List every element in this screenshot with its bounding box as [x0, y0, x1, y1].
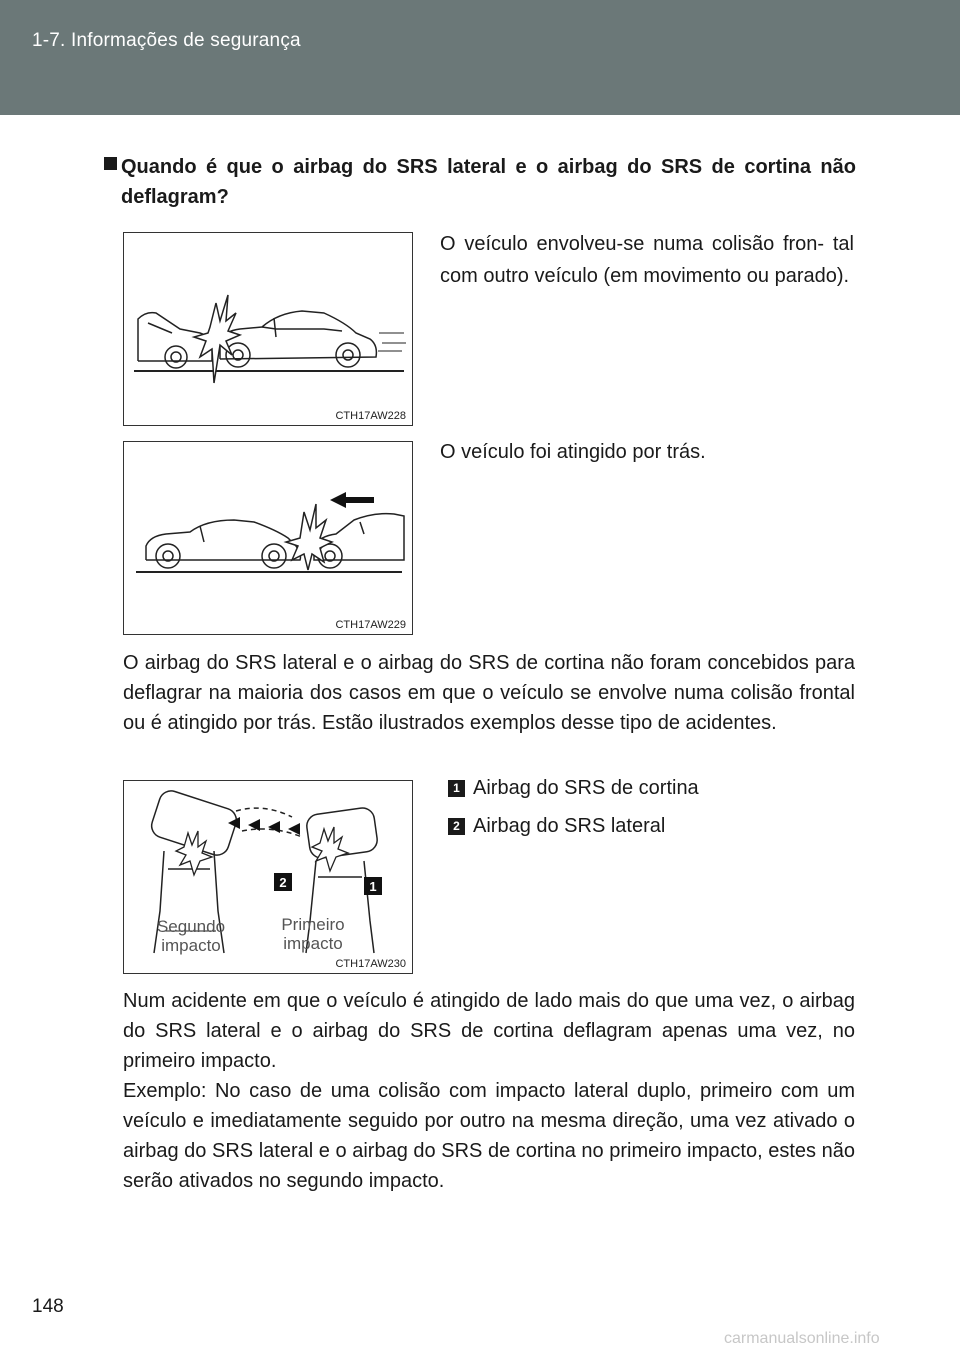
figure-double-side-impact	[123, 780, 413, 974]
figure-code: CTH17AW228	[335, 410, 406, 422]
square-bullet-icon	[104, 157, 117, 170]
question-heading	[104, 152, 856, 212]
figure-rear-collision	[123, 441, 413, 635]
impact-burst-icon	[312, 827, 348, 871]
figure-1-description: O veículo envolveu-se numa colisão fron- tal com outro veículo (em movimento ou parado).	[440, 233, 854, 287]
paragraph-2: Num acidente em que o veículo é atingido de lado mais do que uma vez, o airbag do SRS lateral e o airbag do SRS de cortina deflagram apenas uma vez, no primeiro impacto.	[123, 990, 855, 1072]
figure-code: CTH17AW229	[335, 619, 406, 631]
number-badge-1: 1	[448, 780, 465, 797]
heading-text: Quando é que o airbag do SRS lateral e o airbag do SRS de cortina não deflagram?	[121, 156, 856, 208]
callout-badge-2	[274, 873, 292, 891]
paragraph-1: O airbag do SRS lateral e o airbag do SRS de cortina não foram concebidos para deflagrar na maioria dos casos em que o veículo se envolve numa colisão frontal ou é atingido por trás. Estão ilustrados exemplos desse tipo de acidentes.	[123, 652, 855, 734]
figure-frontal-collision	[123, 232, 413, 426]
paragraph-3: Exemplo: No caso de uma colisão com impacto lateral duplo, primeiro com um veículo e imediatamente seguido por outro na mesma direção, uma vez ativado o airbag do SRS lateral e o airbag do SRS de cortina no primeiro impacto, estes não serão ativados no segundo impacto.	[123, 1080, 855, 1192]
legend-label: Airbag do SRS lateral	[473, 815, 666, 837]
legend-item-1	[448, 775, 699, 801]
callout-badge-1	[364, 877, 382, 895]
rear-collision-illustration	[124, 442, 414, 636]
impact-burst-icon	[194, 295, 240, 383]
legend-item-2	[448, 813, 665, 839]
first-impact-label: Primeiro impacto	[281, 915, 345, 953]
watermark: carmanualsonline.info	[724, 1330, 880, 1347]
figure-2-description: O veículo foi atingido por trás.	[440, 441, 706, 463]
arrow-left-icon	[330, 492, 374, 508]
page-header	[0, 0, 960, 115]
svg-text:1: 1	[369, 879, 377, 894]
arrow-left-icon	[268, 821, 280, 833]
page-number: 148	[32, 1296, 64, 1317]
frontal-collision-illustration	[124, 233, 414, 427]
second-impact-label: Segundo impacto	[156, 917, 226, 955]
figure-code: CTH17AW230	[335, 958, 406, 970]
svg-text:2: 2	[279, 875, 287, 890]
section-title: 1-7. Informações de segurança	[32, 30, 301, 51]
legend-label: Airbag do SRS de cortina	[473, 777, 699, 799]
number-badge-2: 2	[448, 818, 465, 835]
